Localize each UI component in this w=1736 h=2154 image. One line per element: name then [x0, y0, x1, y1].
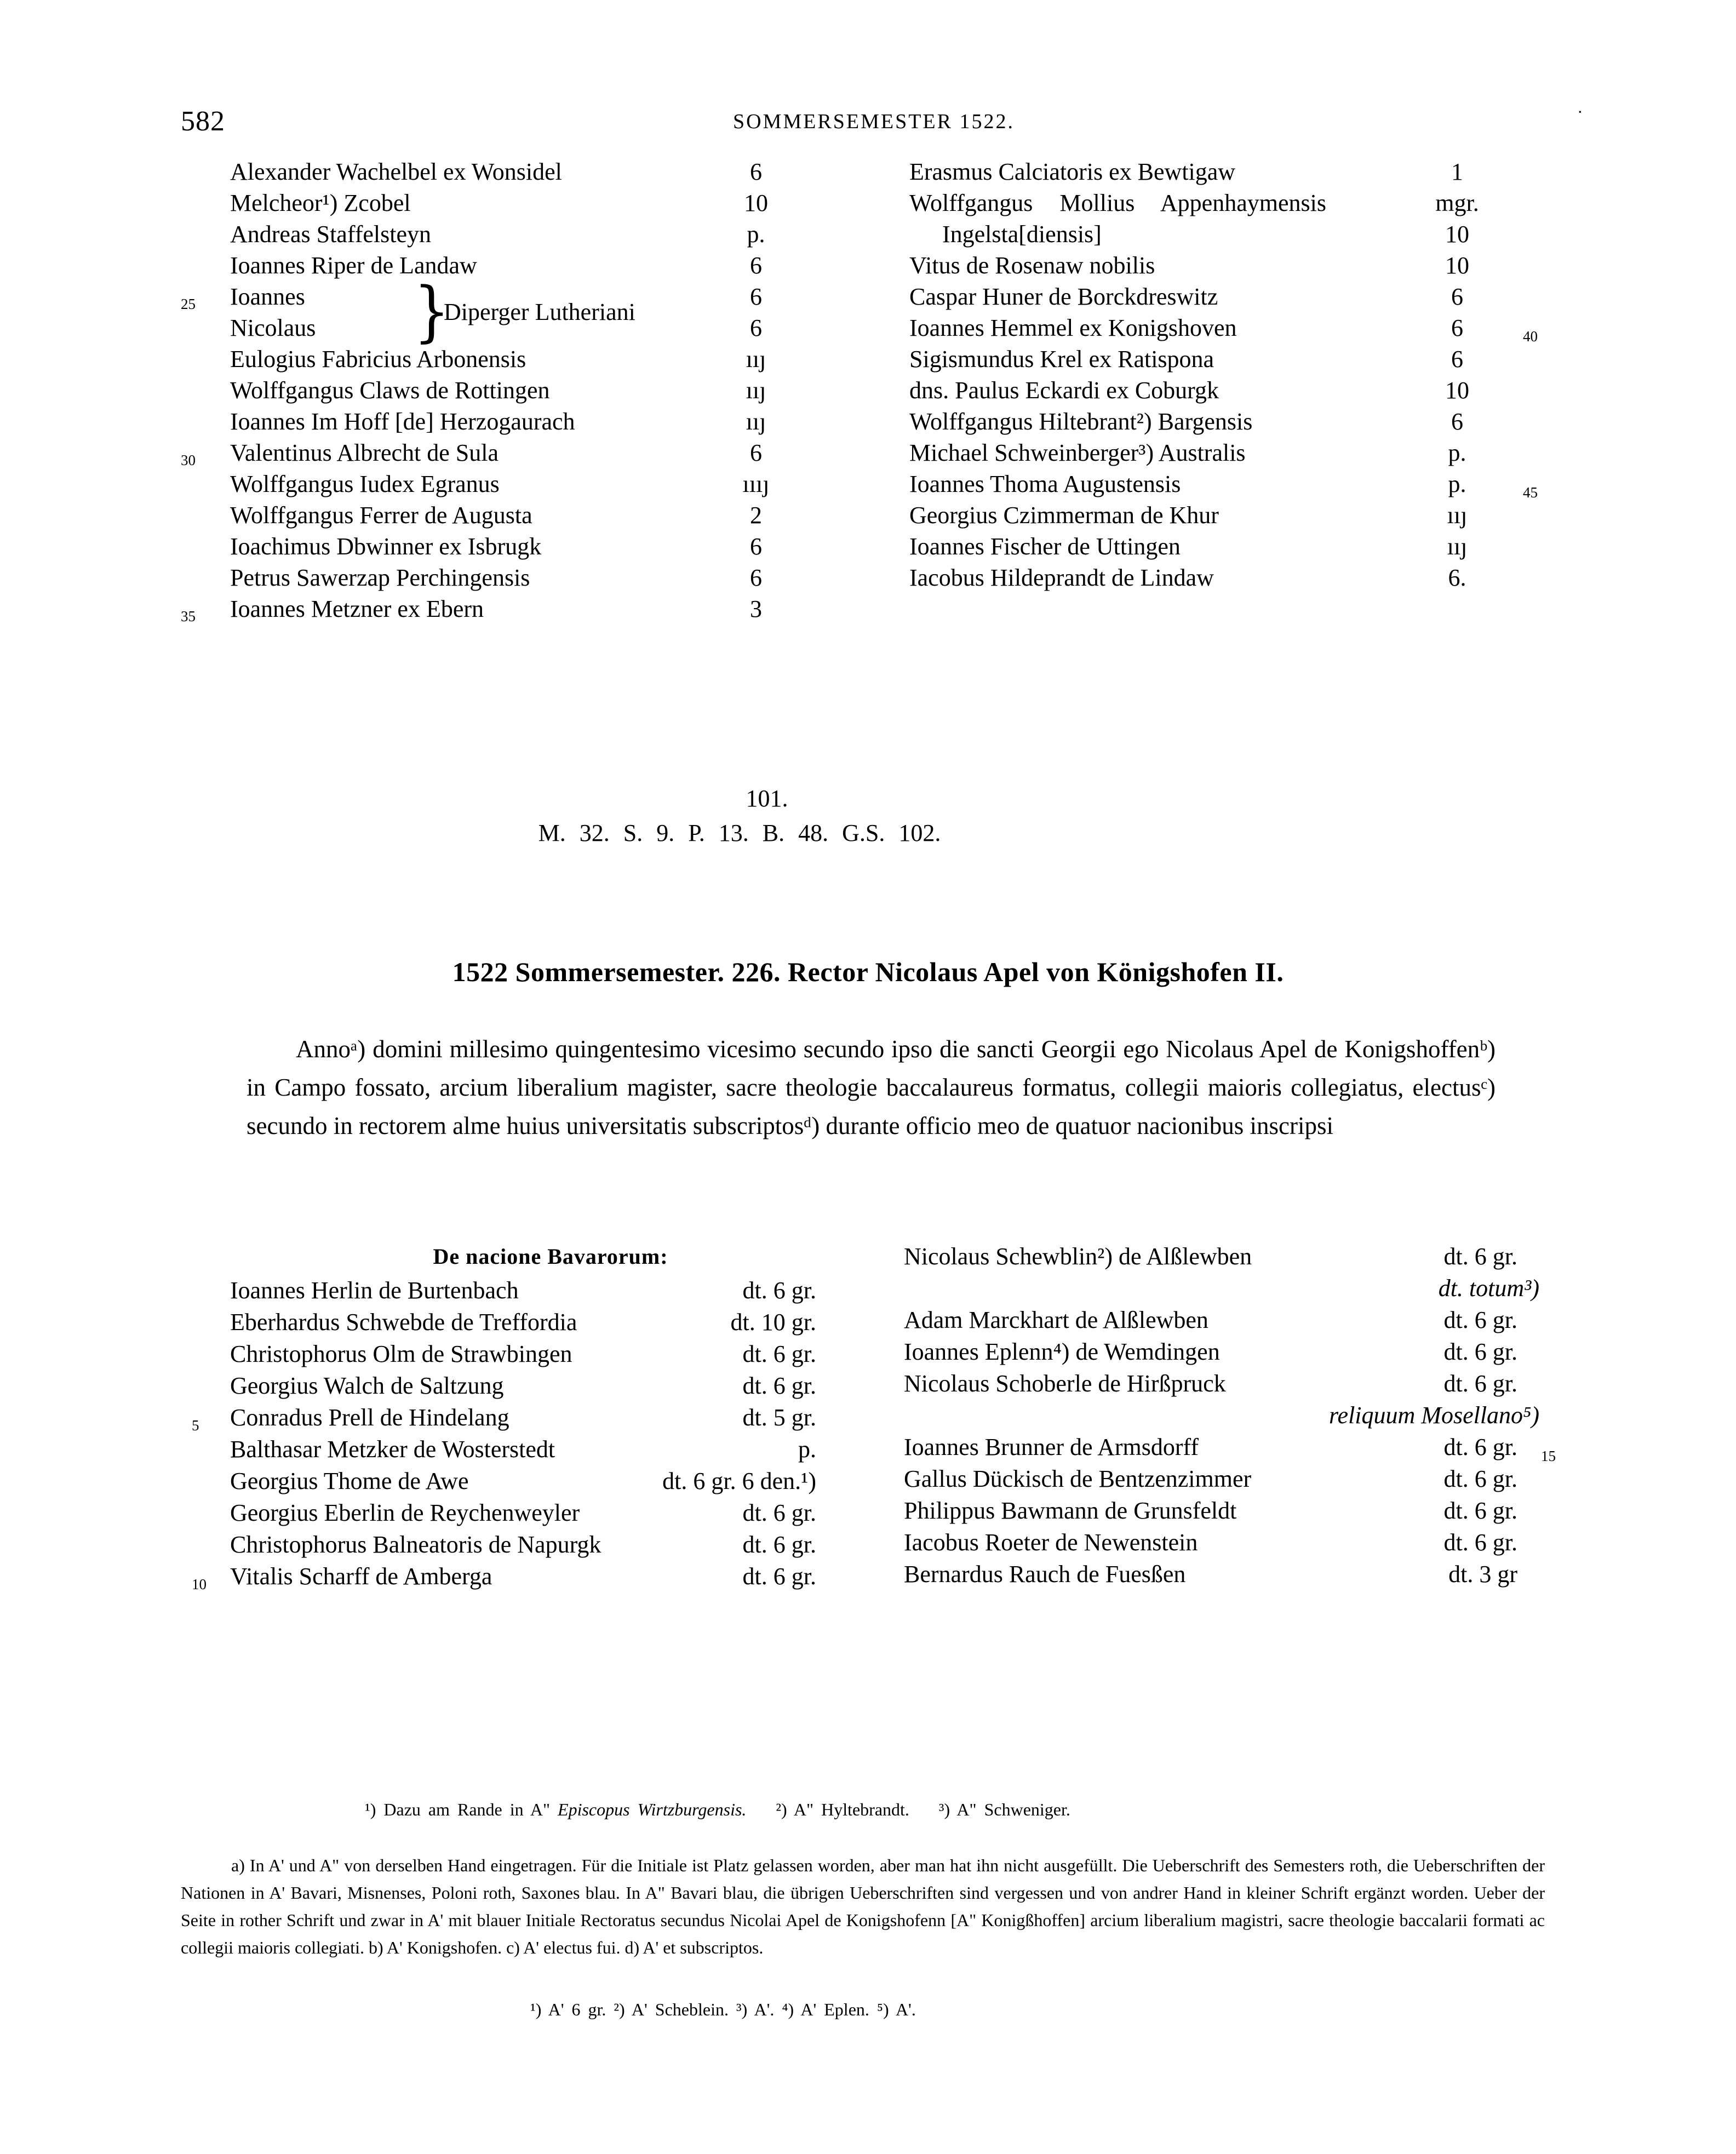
register-entry: [893, 531, 1622, 562]
braced-entry-group: [164, 272, 893, 350]
entry-amount: 6: [1451, 408, 1463, 435]
entry-name: Christophorus Olm de Strawbingen: [230, 1340, 572, 1367]
register-entry: [181, 1370, 887, 1402]
entry-amount: 6: [1451, 283, 1463, 310]
entry-amount: 6: [750, 252, 762, 279]
entry-name: Christophorus Balneatoris de Napurgk: [230, 1531, 601, 1558]
entry-name: Ingelsta[diensis]: [942, 221, 1102, 248]
entry-amount: p.: [1448, 471, 1466, 497]
entry-amount: ııȷ: [746, 346, 766, 373]
entry-name: Wolffgangus Claws de Rottingen: [230, 377, 550, 404]
entry-amount: 10: [1445, 377, 1469, 404]
entry-amount: 6: [750, 158, 762, 185]
register-entry: [164, 156, 893, 187]
entry-name: Georgius Eberlin de Reychenweyler: [230, 1499, 580, 1526]
register-entry: [893, 437, 1622, 468]
entry-name: Ioannes Fischer de Uttingen: [909, 533, 1181, 560]
entry-name: Nicolaus Schoberle de Hirßpruck: [904, 1370, 1226, 1397]
entry-name: Gallus Dückisch de Bentzenzimmer: [904, 1465, 1252, 1492]
register-entry: [893, 468, 1622, 500]
entry-name: Ioannes Metzner ex Ebern: [230, 595, 484, 622]
register-entry: [893, 500, 1622, 531]
entry-amount: dt. 6 gr.: [742, 1563, 816, 1590]
register-entry: [893, 406, 1622, 437]
line-number: 30: [181, 452, 196, 468]
entry-name: Eulogius Fabricius Arbonensis: [230, 346, 526, 373]
footnote-text: Dazu am Rande in A": [383, 1800, 558, 1819]
marginal-note: dt. totum³): [1438, 1275, 1539, 1302]
entry-amount: 2: [750, 502, 762, 529]
entry-amount: mgr.: [1435, 190, 1479, 216]
register-entry: [164, 437, 893, 468]
entry-amount: dt. 6 gr.: [1443, 1465, 1517, 1492]
entry-name: Conradus Prell de Hindelang: [230, 1404, 509, 1431]
line-number: 45: [1523, 484, 1538, 501]
entry-name: Philippus Bawmann de Grunsfeldt: [904, 1497, 1237, 1524]
register-entry: [893, 375, 1622, 406]
line-number: 15: [1541, 1448, 1556, 1464]
entry-amount: 1: [1451, 158, 1463, 185]
entry-name: Georgius Thome de Awe: [230, 1468, 469, 1494]
entry-name: Nicolaus: [230, 314, 316, 341]
entry-name: Valentinus Albrecht de Sula: [230, 439, 499, 466]
entry-name: Ioannes Riper de Landaw: [230, 252, 477, 279]
register-entry: [893, 250, 1622, 281]
footnote-text: A" Hyltebrandt.: [793, 1800, 909, 1819]
entry-amount: dt. 6 gr.: [1443, 1338, 1517, 1365]
entry-amount: ııȷ: [1447, 502, 1468, 529]
entry-name: Andreas Staffelsteyn: [230, 221, 431, 248]
register-entry: [164, 375, 893, 406]
entry-amount: ııȷ: [1447, 533, 1468, 560]
entry-amount: dt. 6 gr.: [1443, 1434, 1517, 1460]
entry-amount: dt. 6 gr.: [1443, 1529, 1517, 1556]
entry-amount: 6: [750, 314, 762, 341]
register-entry: [164, 468, 893, 500]
entry-amount: 6.: [1448, 564, 1466, 591]
line-number: 10: [192, 1576, 207, 1592]
section-preamble: Annoᵃ) domini millesimo quingentesimo vicesimo secundo ipso die sancti Georgii ego Nicolaus Apel de Konigshoffenᵇ) in Campo fossato, arcium liberalium magister, sacre theologie baccalaureus formatus, collegii maioris collegiatus, electusᶜ) secundo in rectorem alme huius universitatis subscriptosᵈ) durante officio meo de quatuor nacionibus inscripsi: [247, 1035, 1496, 1139]
running-title: SOMMERSEMESTER 1522.: [733, 110, 1015, 133]
entry-name: Georgius Czimmerman de Khur: [909, 502, 1219, 529]
footnote-block-lettered: a) In A' und A" von derselben Hand eingetragen. Für die Initiale ist Platz gelassen worden, aber man hat ihn nicht ausgefüllt. Die Ueberschrift des Semesters roth, die Ueberschriften der Nationen in A' Bavari, Misnenses, Poloni roth, Saxones blau. In A" Bavari blau, die übrigen Ueberschriften sind vergessen und von andrer Hand in kleiner Schrift ergänzt worden. Ueber der Seite in rother Schrift und zwar in A' mit blauer Initiale Rectoratus secundus Nicolai Apel de Konigshofenn [A" Konigßhoffen] arcium liberalium magistri, sacre theologie baccalarii formati ac collegii maioris collegiati. b) A' Konigshofen. c) A' electus fui. d) A' et subscriptos.: [181, 1855, 1545, 1957]
entry-name: Melcheor¹) Zcobel: [230, 190, 411, 216]
entry-name: Wolffgangus Iudex Egranus: [230, 471, 500, 497]
entry-name: Nicolaus Schewblin²) de Alßlewben: [904, 1243, 1252, 1270]
entry-name: Erasmus Calciatoris ex Bewtigaw: [909, 158, 1236, 185]
entry-name: Ioannes Thoma Augustensis: [909, 471, 1181, 497]
register-entry: [887, 1368, 1616, 1400]
entry-amount: dt. 6 gr.: [742, 1277, 816, 1304]
register-entry: [181, 1402, 887, 1434]
lower-register-left-column: [181, 1241, 887, 1592]
register-entry: [887, 1559, 1616, 1590]
register-entry: [893, 312, 1622, 343]
register-total-breakdown: M. 32. S. 9. P. 13. B. 48. G.S. 102.: [538, 820, 941, 846]
register-entry: [893, 156, 1622, 187]
entry-amount: ıııȷ: [742, 471, 770, 497]
register-entry: [164, 562, 893, 593]
entry-name: Wolffgangus Hiltebrant²) Bargensis: [909, 408, 1253, 435]
register-entry: [893, 187, 1622, 219]
entry-amount: p.: [798, 1436, 816, 1463]
entry-amount: dt. 6 gr.: [1443, 1307, 1517, 1333]
entry-amount: 6: [1451, 314, 1463, 341]
group-label: Diperger Lutheriani: [444, 299, 635, 325]
register-entry: [893, 343, 1622, 375]
marginal-note: reliquum Mosellano⁵): [1329, 1402, 1539, 1429]
running-head: [181, 105, 1583, 138]
entry-name: Petrus Sawerzap Perchingensis: [230, 564, 530, 591]
register-total-count: 101.: [746, 785, 788, 812]
register-entry: [181, 1529, 887, 1561]
entry-amount: p.: [747, 221, 765, 248]
register-entry: [181, 1307, 887, 1338]
entry-amount: dt. 6 gr.: [1443, 1497, 1517, 1524]
footnote-marker: ³): [938, 1800, 950, 1819]
entry-amount: dt. 5 gr.: [742, 1404, 816, 1431]
entry-amount: 6: [750, 564, 762, 591]
entry-name: Ioannes Im Hoff [de] Herzogaurach: [230, 408, 575, 435]
entry-name: Caspar Huner de Borckdreswitz: [909, 283, 1218, 310]
register-entry: [887, 1304, 1616, 1336]
footnote-marker: ²): [776, 1800, 787, 1819]
entry-amount: dt. 10 gr.: [730, 1309, 816, 1336]
entry-amount: 6: [750, 439, 762, 466]
entry-amount: dt. 6 gr.: [1443, 1243, 1517, 1270]
register-entry: [181, 1465, 887, 1497]
footnote-row-numeric: [0, 1800, 1435, 1820]
entry-name: Ioannes Brunner de Armsdorff: [904, 1434, 1199, 1460]
entry-amount: ııȷ: [746, 377, 766, 404]
entry-amount: dt. 6 gr.: [742, 1372, 816, 1399]
register-entry: [893, 562, 1622, 593]
entry-name: Sigismundus Krel ex Ratispona: [909, 346, 1214, 373]
entry-amount: dt. 3 gr: [1448, 1561, 1517, 1588]
entry-name: Vitus de Rosenaw nobilis: [909, 252, 1155, 279]
entry-amount: 6: [750, 533, 762, 560]
entry-name: Ioannes Hemmel ex Konigshoven: [909, 314, 1237, 341]
entry-amount: 10: [744, 190, 768, 216]
entry-name: Ioachimus Dbwinner ex Isbrugk: [230, 533, 542, 560]
entry-name: Wolffgangus Mollius Appenhaymensis: [909, 190, 1326, 216]
line-number: 40: [1523, 328, 1538, 345]
register-entry: [164, 250, 893, 281]
register-entry: [893, 281, 1622, 312]
footnote-italic-text: Episcopus Wirtzburgensis.: [558, 1800, 747, 1819]
entry-name: Iacobus Roeter de Newenstein: [904, 1529, 1198, 1556]
entry-amount: 6: [750, 283, 762, 310]
register-entry: [887, 1336, 1616, 1368]
footnote-row-variants: ¹) A' 6 gr. ²) A' Scheblein. ³) A'. ⁴) A' Eplen. ⁵) A'.: [530, 2000, 916, 2019]
entry-amount: dt. 6 gr. 6 den.¹): [662, 1468, 816, 1494]
lower-register-right-column: [887, 1241, 1616, 1590]
entry-name: Vitalis Scharff de Amberga: [230, 1563, 492, 1590]
entry-amount: p.: [1448, 439, 1466, 466]
entry-amount: dt. 6 gr.: [1443, 1370, 1517, 1397]
register-entry: [164, 343, 893, 375]
register-entry: [181, 1497, 887, 1529]
register-entry: [164, 187, 893, 219]
register-entry: [181, 1275, 887, 1307]
entry-name: Adam Marckhart de Alßlewben: [904, 1307, 1208, 1333]
entry-amount: dt. 6 gr.: [742, 1499, 816, 1526]
entry-name: Alexander Wachelbel ex Wonsidel: [230, 158, 562, 185]
register-entry: [181, 1338, 887, 1370]
line-number: 35: [181, 608, 196, 625]
entry-amount: dt. 6 gr.: [742, 1340, 816, 1367]
upper-register-left-column: [164, 156, 893, 625]
register-entry: [164, 531, 893, 562]
register-entry: [887, 1431, 1616, 1463]
footnote-marker: ¹): [365, 1800, 376, 1819]
entry-amount: ııȷ: [746, 408, 766, 435]
entry-name: Eberhardus Schwebde de Treffordia: [230, 1309, 577, 1336]
register-entry: [181, 1434, 887, 1465]
curly-brace-icon: }: [414, 272, 450, 350]
register-entry-continuation: [893, 219, 1622, 250]
line-number: 25: [181, 296, 196, 312]
entry-name: Ioannes Herlin de Burtenbach: [230, 1277, 519, 1304]
nation-heading: De nacione Bavarorum:: [433, 1244, 668, 1269]
entry-name: dns. Paulus Eckardi ex Coburgk: [909, 377, 1219, 404]
entry-name: Ioannes: [230, 283, 305, 310]
entry-amount: 6: [1451, 346, 1463, 373]
register-entry: [181, 1561, 887, 1592]
footnote-text: A" Schweniger.: [956, 1800, 1070, 1819]
entry-amount: 10: [1445, 252, 1469, 279]
register-entry: [887, 1527, 1616, 1559]
register-entry: [887, 1241, 1616, 1273]
upper-register-right-column: [893, 156, 1622, 593]
entry-name: Balthasar Metzker de Wosterstedt: [230, 1436, 555, 1463]
margin-tick-mark: ˙: [1577, 107, 1583, 128]
register-entry: [164, 593, 893, 625]
entry-name: Georgius Walch de Saltzung: [230, 1372, 504, 1399]
register-entry: [164, 219, 893, 250]
entry-amount: 3: [750, 595, 762, 622]
register-entry: [164, 500, 893, 531]
entry-name: Ioannes Eplenn⁴) de Wemdingen: [904, 1338, 1220, 1365]
register-entry: [164, 406, 893, 437]
entry-amount: dt. 6 gr.: [742, 1531, 816, 1558]
line-number: 5: [192, 1417, 199, 1434]
register-entry: [887, 1495, 1616, 1527]
entry-name: Bernardus Rauch de Fuesßen: [904, 1561, 1186, 1588]
register-entry: [887, 1463, 1616, 1495]
entry-name: Michael Schweinberger³) Australis: [909, 439, 1246, 466]
section-heading: 1522 Sommersemester. 226. Rector Nicolaus Apel von Königshofen II.: [452, 956, 1284, 987]
entry-amount: 10: [1445, 221, 1469, 248]
entry-name: Wolffgangus Ferrer de Augusta: [230, 502, 532, 529]
folio-number: 582: [181, 106, 225, 137]
entry-name: Iacobus Hildeprandt de Lindaw: [909, 564, 1214, 591]
